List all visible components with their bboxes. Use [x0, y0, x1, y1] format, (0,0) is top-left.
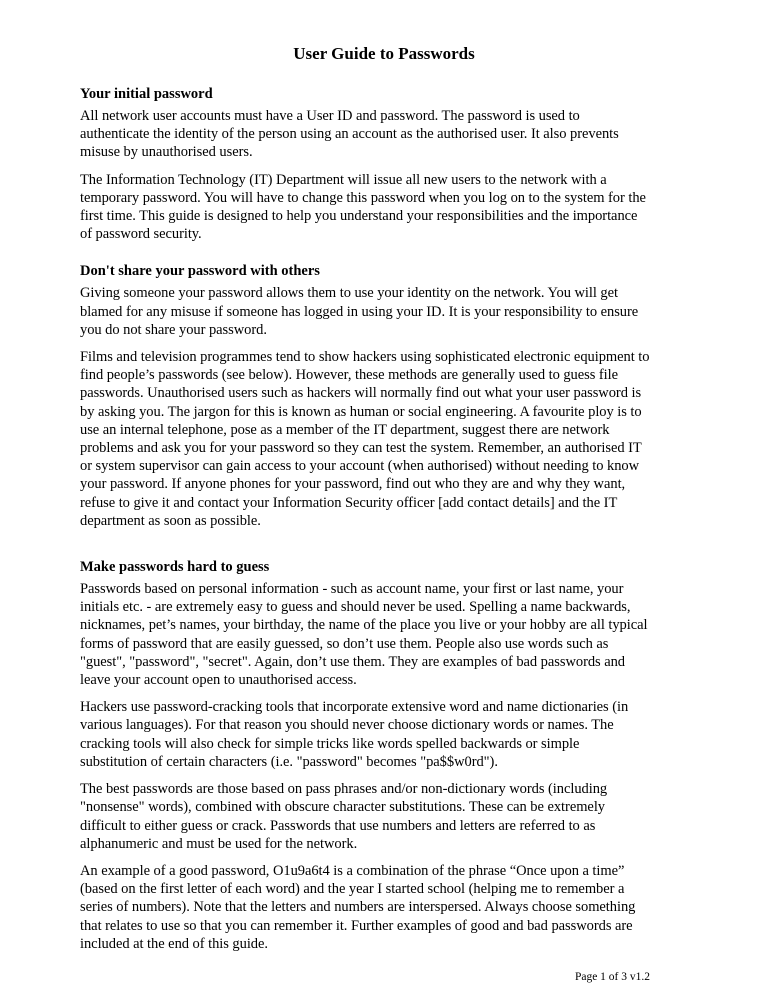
section-dont-share-password	[80, 262, 650, 530]
section-hard-to-guess	[80, 558, 650, 953]
section-heading: Your initial password	[80, 86, 213, 102]
page-footer: Page 1 of 3 v1.2	[574, 971, 650, 983]
paragraph: Hackers use password-cracking tools that incorporate extensive word and name dictionaries (in various languages). For that reason you should never choose dictionary words or names. The cracking tools will also check for simple tricks like words spelled backwards or simple substitution of certain characters (i.e. "password" becomes "pa$$w0rd").	[80, 699, 629, 770]
paragraph: Films and television programmes tend to show hackers using sophisticated electronic equipment to find people’s passwords (see below). However, these methods are generally used to guess file passwords. Unauthorised users such as hackers will normally find out what your user password is by asking you. The jargon for this is known as human or social engineering. A favourite ploy is to use an internal telephone, pose as a member of the IT department, suggest there are network problems and ask you for your password so they can test the system. Remember, an authorised IT or system supervisor can gain access to your account (when authorised) without needing to know your password. If anyone phones for your password, find out who they are and why they want, refuse to give it and contact your Information Security officer [add contact details] and the IT department as soon as possible.	[80, 349, 650, 529]
paragraph: An example of a good password, O1u9a6t4 is a combination of the phrase “Once upon a time” (based on the first letter of each word) and the year I started school (helping me to remember a series of numbers). Note that the letters and numbers are interspersed. Always choose something that relates to use so that you can remember it. Further examples of good and bad passwords are included at the end of this guide.	[80, 862, 636, 952]
paragraph: All network user accounts must have a User ID and password. The password is used to authenticate the identity of the person using an account as the authorised user. It also prevents misuse by unauthorised users.	[80, 108, 619, 161]
paragraph: Passwords based on personal information - such as account name, your first or last name, your initials etc. - are extremely easy to guess and should never be used. Spelling a name backwards, nicknames, pet’s names, your birthday, the name of the place you live or your hobby are all typical forms of password that are easily guessed, so don’t use them. People also use words such as "guest", "password", "secret". Again, don’t use them. They are examples of bad passwords and leave your account open to unauthorised access.	[80, 581, 648, 689]
section-heading: Make passwords hard to guess	[80, 559, 270, 576]
paragraph: The best passwords are those based on pass phrases and/or non-dictionary words (including "nonsense" words), combined with obscure character substitutions. These can be extremely difficult to either guess or crack. Passwords that use numbers and letters are referred to as alphanumeric and must be used for the network.	[80, 781, 608, 852]
paragraph: The Information Technology (IT) Department will issue all new users to the network with a temporary password. You will have to change this password when you log on to the system for the first time. This guide is designed to help you understand your responsibilities and the importance of password security.	[80, 171, 646, 243]
section-initial-password	[80, 85, 650, 243]
document-title: User Guide to Passwords	[293, 44, 475, 63]
section-heading: Don't share your password with others	[80, 263, 320, 280]
paragraph: Giving someone your password allows them to use your identity on the network. You will get blamed for any misuse if someone has logged in using your ID. It is your responsibility to ensure you do not share your password.	[80, 285, 639, 338]
